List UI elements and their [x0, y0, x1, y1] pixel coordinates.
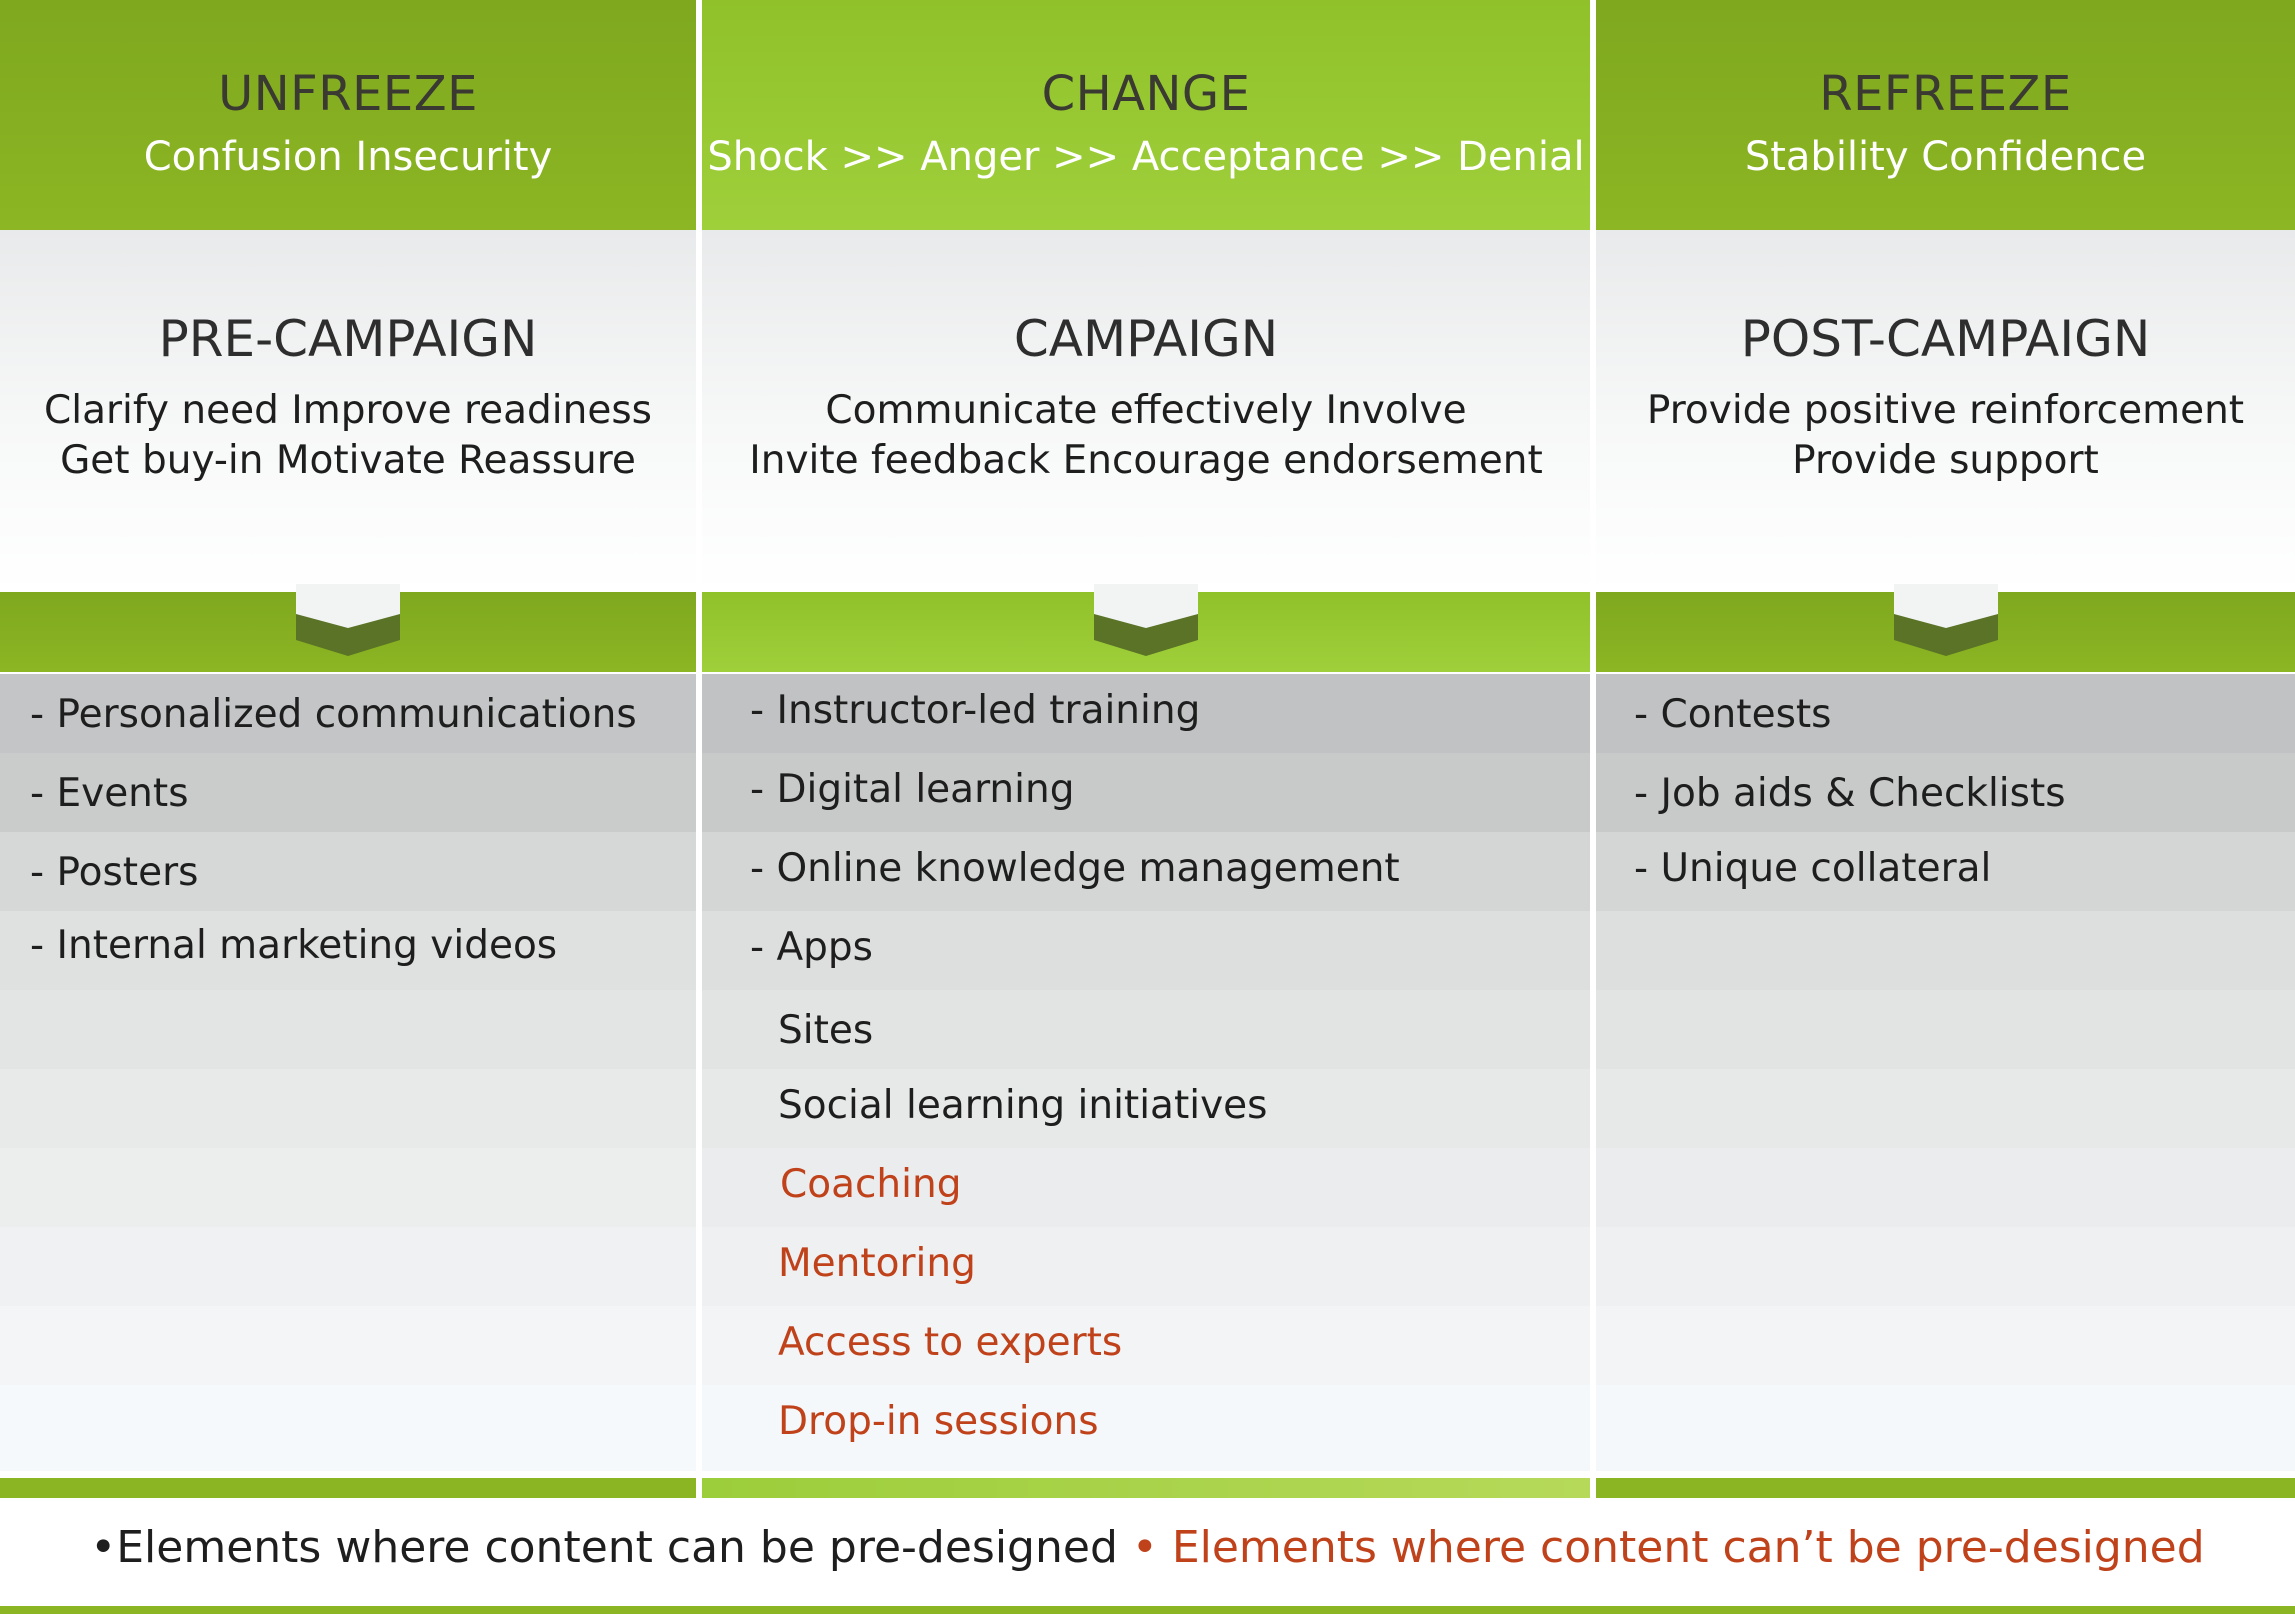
footer-bar: [1596, 1478, 2295, 1498]
phase-actions-line: Provide support: [1792, 438, 2099, 483]
list-item: - Instructor-led training: [702, 674, 1590, 753]
arrow-band: [702, 592, 1590, 672]
stage-header: [1596, 0, 2295, 230]
legend-not-predesigned: • Elements where content can’t be pre-designed: [1131, 1522, 2205, 1573]
list-item: - Contests: [1596, 674, 2295, 753]
list-row-empty: [1596, 1385, 2295, 1471]
list-item: - Digital learning: [702, 753, 1590, 832]
list-item: - Apps: [702, 911, 1590, 990]
stage-header: [0, 0, 696, 230]
list-item: - Unique collateral: [1596, 832, 2295, 911]
phase-actions-line: Invite feedback Encourage endorsement: [749, 438, 1543, 483]
stage-feelings: Shock >> Anger >> Acceptance >> Denial: [707, 134, 1585, 180]
phase-panel: [0, 230, 696, 592]
list-item: - Internal marketing videos: [0, 911, 696, 990]
list-row-empty: [1596, 1227, 2295, 1306]
stage-feelings: Confusion Insecurity: [143, 134, 553, 180]
list-row-empty: [0, 1069, 696, 1148]
stage-header: [702, 0, 1590, 230]
list-row-empty: [1596, 990, 2295, 1069]
stage-title: CHANGE: [1041, 66, 1251, 122]
phase-panel: [702, 230, 1590, 592]
list-item: Social learning initiatives: [702, 1069, 1590, 1148]
list-row-empty: [1596, 1148, 2295, 1227]
list-item: - Events: [0, 753, 696, 832]
legend-predesigned: •Elements where content can be pre-designed: [90, 1522, 1118, 1573]
list-row-empty: [0, 990, 696, 1069]
phase-actions-line: Provide positive reinforcement: [1646, 388, 2245, 433]
list-row-empty: [0, 1306, 696, 1385]
list-item: Access to experts: [702, 1306, 1590, 1385]
stage-feelings: Stability Confidence: [1744, 134, 2147, 180]
list-row-empty: [0, 1227, 696, 1306]
list-item: Sites: [702, 990, 1590, 1069]
phase-title: CAMPAIGN: [1013, 310, 1279, 368]
list-row-empty: [1596, 1069, 2295, 1148]
phase-actions-line: Clarify need Improve readiness: [44, 388, 652, 433]
phase-panel: [1596, 230, 2295, 592]
phase-actions-line: Get buy-in Motivate Reassure: [60, 438, 636, 483]
list-item: - Personalized communications: [0, 674, 696, 753]
chevron-down-icon: [1894, 584, 1998, 656]
stage-title: REFREEZE: [1819, 66, 2072, 122]
list-item: - Online knowledge management: [702, 832, 1590, 911]
stage-title: UNFREEZE: [218, 66, 478, 122]
list-row-empty: [0, 1385, 696, 1471]
list-item: Coaching: [702, 1148, 1590, 1227]
footer-bar: [702, 1478, 1590, 1498]
phase-actions-line: Communicate effectively Involve: [825, 388, 1467, 433]
list-row-empty: [0, 1148, 696, 1227]
legend: [0, 1522, 2295, 1573]
list-row-empty: [1596, 1306, 2295, 1385]
chevron-down-icon: [296, 584, 400, 656]
list-item: - Posters: [0, 832, 696, 911]
footer-line: [0, 1606, 2295, 1614]
list-item: Drop-in sessions: [702, 1385, 1590, 1471]
chevron-down-icon: [1094, 584, 1198, 656]
footer-bar: [0, 1478, 696, 1498]
arrow-band: [1596, 592, 2295, 672]
phase-title: PRE-CAMPAIGN: [158, 310, 538, 368]
list-item: Mentoring: [702, 1227, 1590, 1306]
phase-title: POST-CAMPAIGN: [1740, 310, 2151, 368]
list-item: - Job aids & Checklists: [1596, 753, 2295, 832]
arrow-band: [0, 592, 696, 672]
list-row-empty: [1596, 911, 2295, 990]
